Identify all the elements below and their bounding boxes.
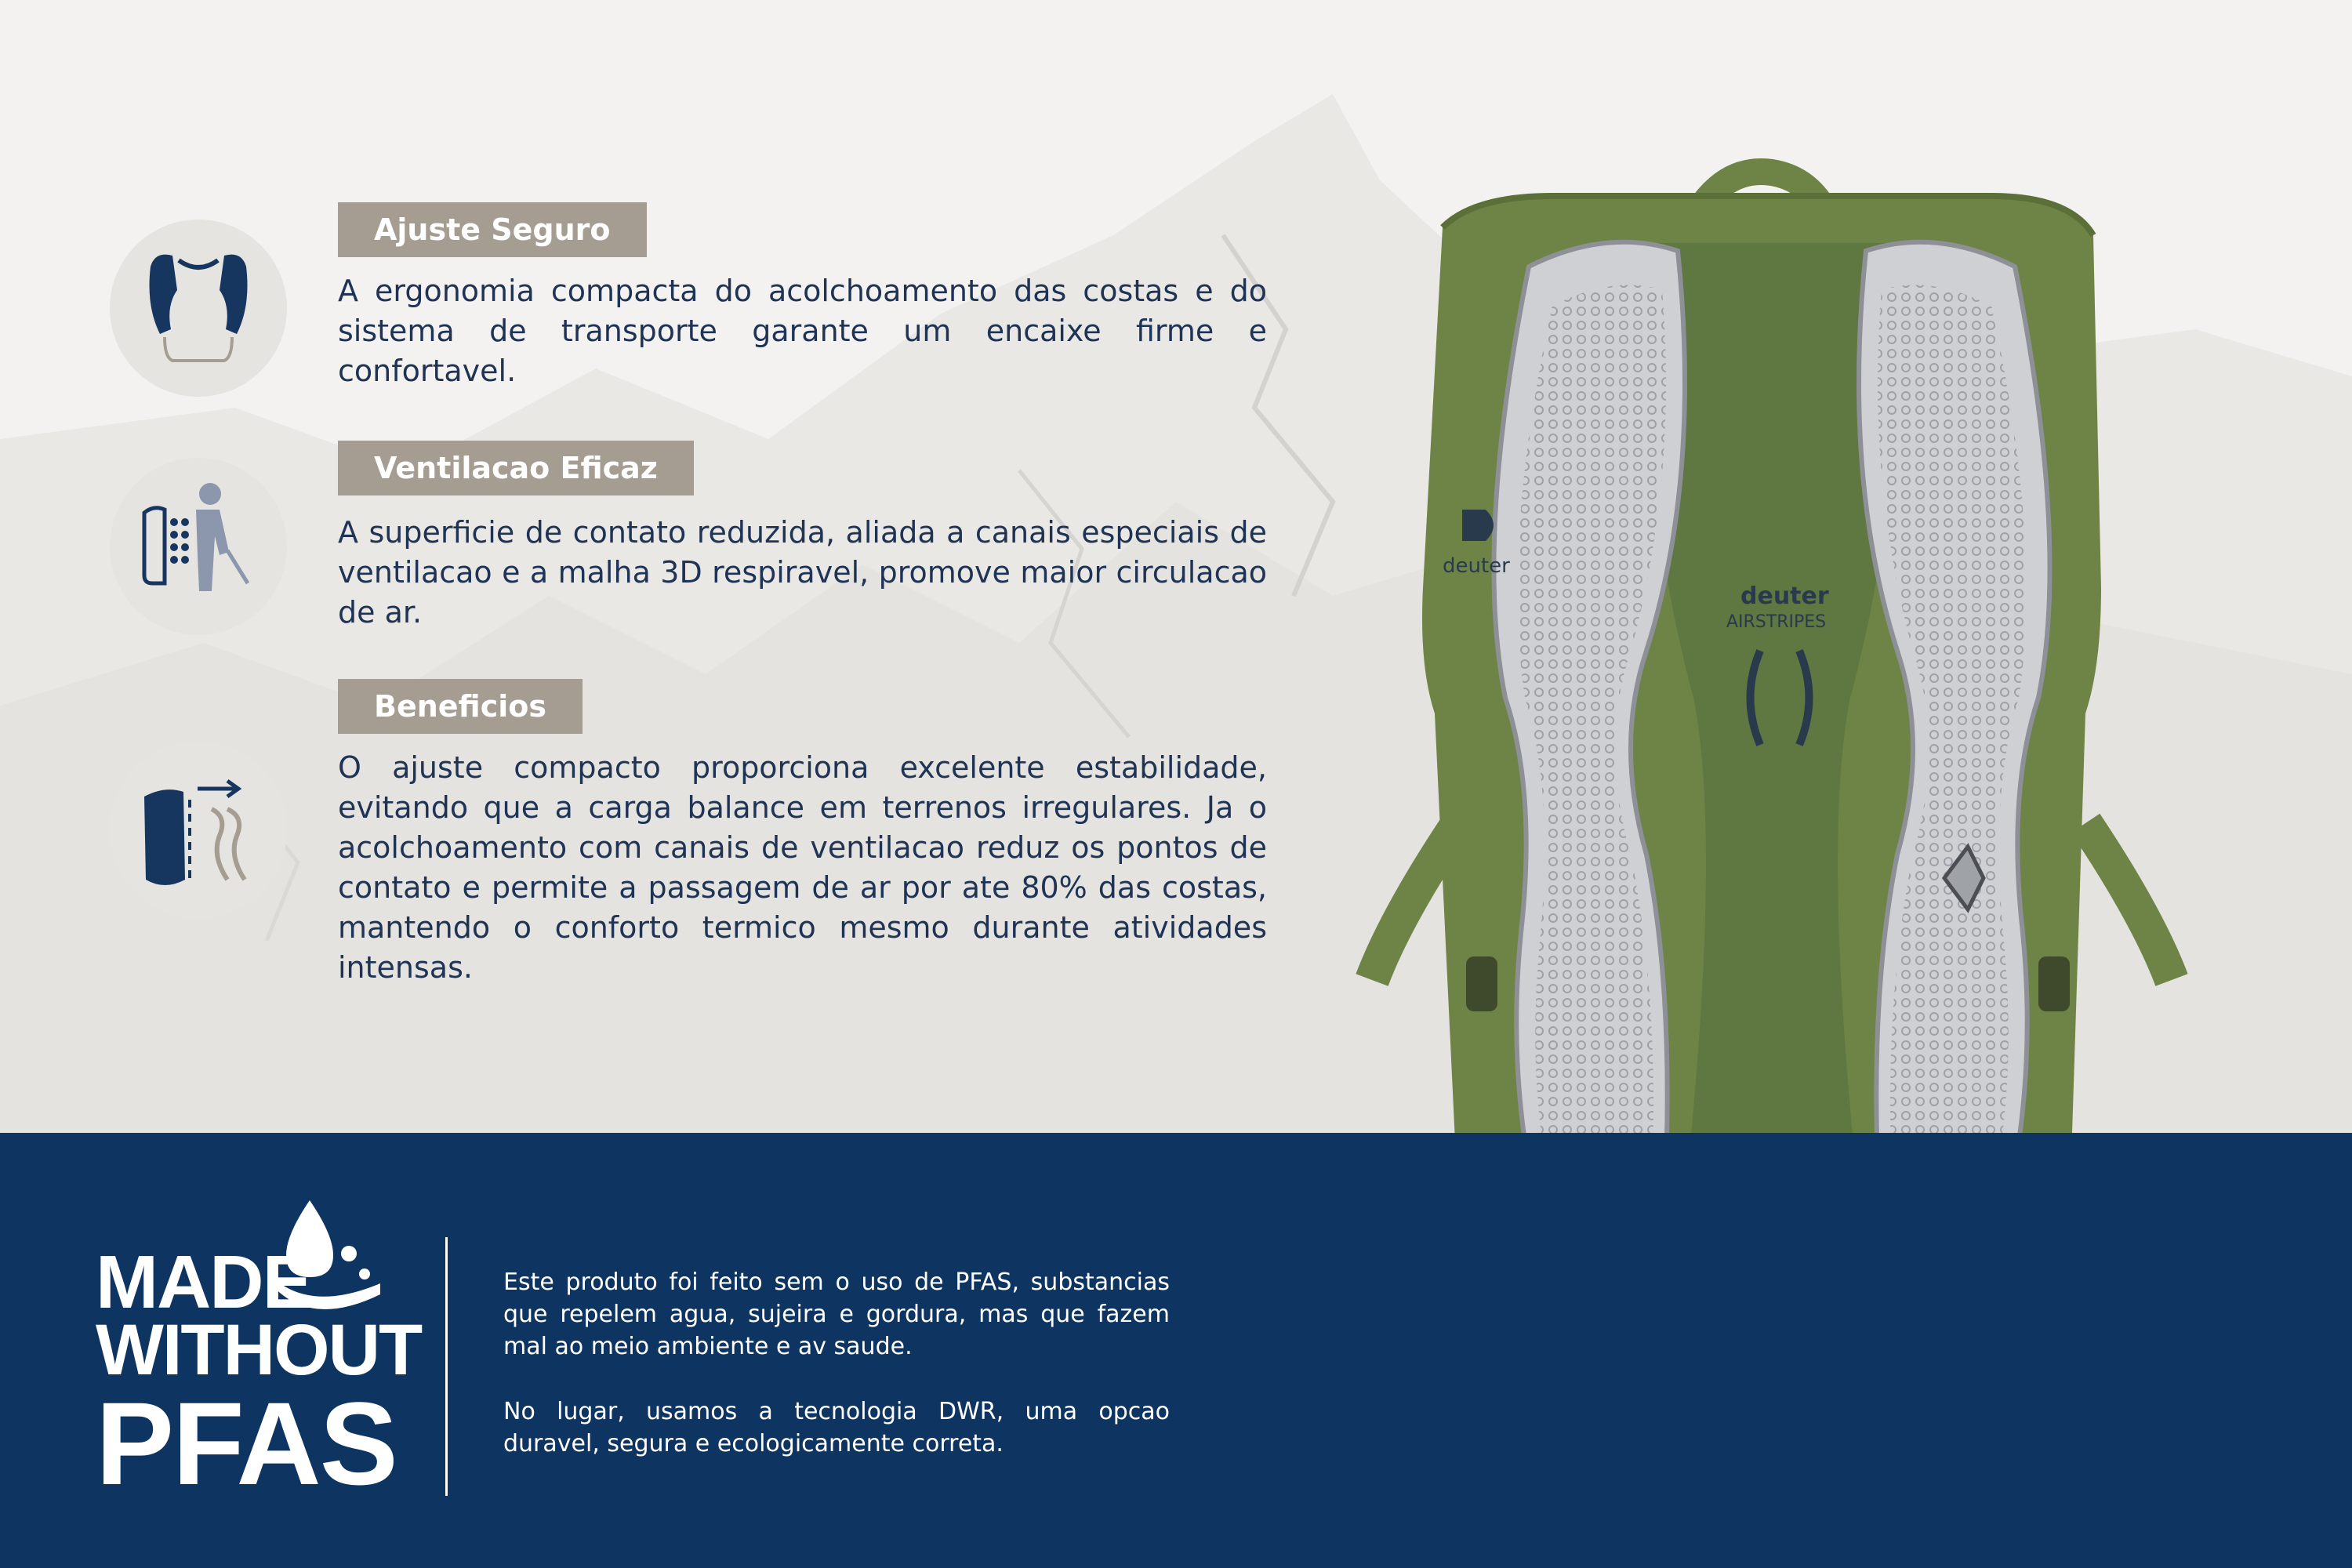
- pfas-divider: [445, 1237, 448, 1496]
- ventilation-hiker-icon: [110, 458, 287, 635]
- feature-icon-circle: [110, 742, 287, 919]
- system-brand-label: deuter: [1740, 583, 1829, 610]
- brand-label: deuter: [1443, 554, 1510, 578]
- pfas-paragraph-2: No lugar, usamos a tecnologia DWR, uma opcao duravel, segura e ecologicamente correta.: [503, 1398, 1170, 1457]
- feature-description: A ergonomia compacta do acolchoamento das costas e do sistema de transporte garante um encaixe firme e confortavel.: [338, 274, 1267, 388]
- feature-title: Beneficios: [338, 679, 583, 734]
- shoulder-fit-icon: [110, 220, 287, 397]
- feature-title: Ventilacao Eficaz: [338, 441, 694, 495]
- feature-icon-circle: [110, 458, 287, 635]
- pfas-paragraph-1: Este produto foi feito sem o uso de PFAS, substancias que repelem agua, sujeira e gordura, mas que fazem mal ao meio ambiente e av saude.: [503, 1269, 1170, 1360]
- feature-description: A superficie de contato reduzida, aliada a canais especiais de ventilacao e a malha 3D respiravel, promove maior circulacao de ar.: [338, 515, 1267, 630]
- system-name-label: AIRSTRIPES: [1726, 612, 1827, 632]
- pfas-line-without: WITHOUT: [96, 1310, 422, 1390]
- feature-beneficios: [110, 679, 1267, 1008]
- back-stability-icon: [110, 742, 287, 919]
- pfas-line-pfas: PFAS: [96, 1377, 397, 1509]
- feature-title: Ajuste Seguro: [338, 202, 647, 257]
- feature-description: O ajuste compacto proporciona excelente estabilidade, evitando que a carga balance em terrenos irregulares. Ja o acolchoamento com canais de ventilacao reduz os pontos de contato e permite a passagem de ar por ate 80% das costas, mantendo o conforto termico mesmo durante atividades intensas.: [338, 750, 1267, 985]
- feature-ajuste-seguro: [110, 202, 1267, 390]
- feature-ventilacao-eficaz: [110, 441, 1267, 644]
- brand-logo-icon: [1462, 510, 1494, 541]
- feature-icon-circle: [110, 220, 287, 397]
- pfas-line-made: MADE: [96, 1240, 311, 1324]
